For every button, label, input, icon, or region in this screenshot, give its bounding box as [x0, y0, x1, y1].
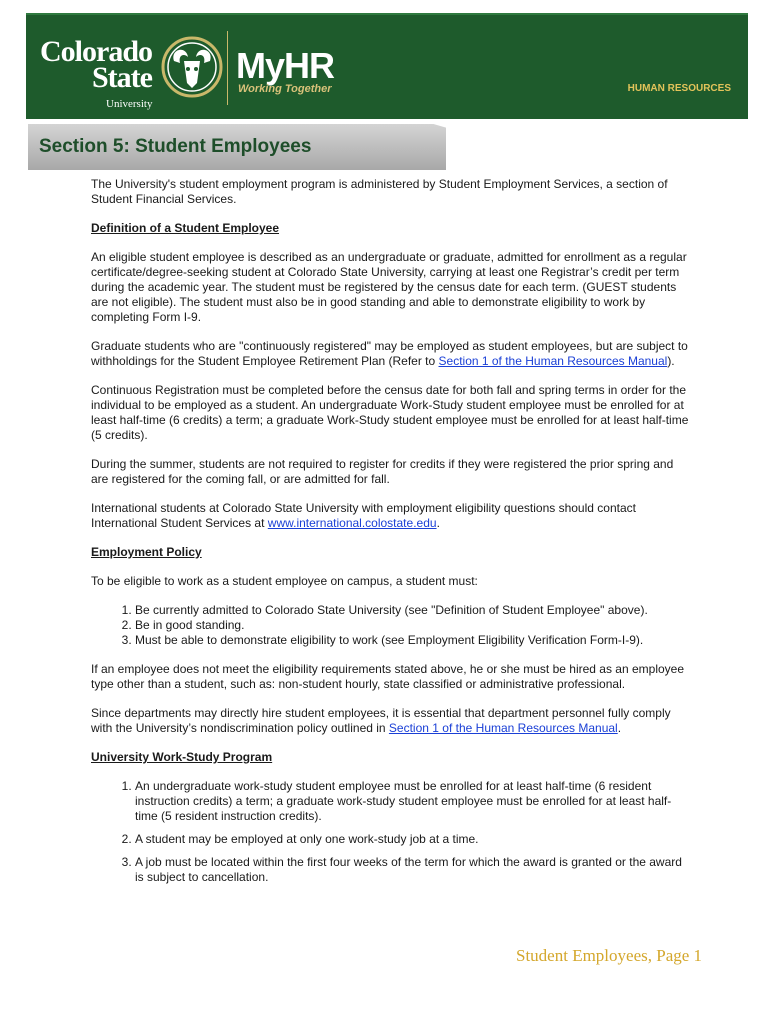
- definition-paragraph-4: During the summer, students are not required to register for credits if they were registered the prior spring and are registered for the coming fall, or are admitted for fall.: [91, 457, 674, 486]
- definition-paragraph-2: [91, 339, 691, 369]
- text-span: ).: [667, 354, 675, 368]
- definition-paragraph-1: An eligible student employee is described as an undergraduate or graduate, admitted for enrollment as a regular certificate/degree-seeking student at Colorado State University, carrying at least one Registrar’s credit per term during the academic year. The student must be registered by the census date for each term. (GUEST students are not eligible). The student must also be in good standing and able to demonstrate eligibility to work by completing Form I-9.: [91, 250, 687, 324]
- workstudy-heading: University Work-Study Program: [91, 750, 273, 764]
- list-item: 3. A job must be located within the first four weeks of the term for which the award is granted or the award is subject to cancellation.: [135, 855, 691, 885]
- text-span: International students at Colorado State University with employment eligibility questions should contact International Student Services at: [91, 501, 636, 530]
- text-span: Graduate students who are "continuously registered" may be employed as student employees, but are subject to withholdings for the Student Employee Retirement Plan (Refer to: [91, 339, 688, 368]
- page-footer: Student Employees, Page 1: [516, 946, 703, 965]
- list-item: 1. An undergraduate work-study student employee must be enrolled for at least half-time (6 resident instruction credits) a term; a graduate work-study student employee must be enrolled for at least half-time (5 resident instruction credits).: [135, 779, 691, 824]
- definition-heading: Definition of a Student Employee: [91, 221, 280, 235]
- header-divider: [227, 31, 228, 105]
- policy-hire-paragraph: [91, 706, 691, 736]
- logo-line-state: State: [92, 61, 152, 94]
- intro-paragraph: The University's student employment program is administered by Student Employment Services, a section of Student Financial Services.: [91, 177, 668, 206]
- list-item: 1. Be currently admitted to Colorado State University (see "Definition of Student Employee" above).: [135, 603, 691, 618]
- header-banner: [26, 13, 748, 119]
- workstudy-list: [91, 779, 691, 885]
- list-item: 2. Be in good standing.: [135, 618, 691, 633]
- policy-paragraph: If an employee does not meet the eligibility requirements stated above, he or she must be hired as an employee type other than a student, such as: non-student hourly, state classified or administrative professional.: [91, 662, 685, 691]
- text-span: .: [617, 721, 622, 735]
- text-span: .: [436, 516, 440, 530]
- logo-line-university: University: [106, 98, 153, 110]
- policy-list: [91, 603, 691, 648]
- document-body: [91, 177, 691, 899]
- hr-manual-link-2[interactable]: Section 1 of the Human Resources Manual: [388, 721, 618, 735]
- list-item: 3. Must be able to demonstrate eligibility to work (see Employment Eligibility Verification Form-I-9).: [135, 633, 691, 648]
- policy-lead: To be eligible to work as a student employee on campus, a student must:: [91, 574, 478, 588]
- international-link[interactable]: www.international.colostate.edu: [267, 516, 437, 530]
- text-span: Since departments may directly hire student employees, it is essential that department personnel fully comply with the University’s nondiscrimination policy outlined in: [91, 706, 671, 735]
- definition-paragraph-3: Continuous Registration must be completed before the census date for both fall and spring terms in order for the individual to be employed as a student. An undergraduate Work-Study student employee must be enrolled for at least half-time (6 credits) a term; a graduate Work-Study student employee must be enrolled for at least half-time (5 credits).: [91, 383, 689, 442]
- myhr-title: MyHR: [236, 45, 335, 86]
- hr-manual-link[interactable]: Section 1 of the Human Resources Manual: [438, 354, 668, 368]
- department-label: HUMAN RESOURCES: [627, 83, 731, 94]
- logo-line-colorado: Colorado: [40, 35, 152, 68]
- ram-emblem-icon: [160, 31, 224, 103]
- list-item: 2. A student may be employed at only one work-study job at a time.: [135, 832, 691, 847]
- definition-paragraph-5: [91, 501, 691, 531]
- myhr-tagline: Working Together: [238, 83, 332, 95]
- section-title: Section 5: Student Employees: [39, 136, 312, 157]
- policy-heading: Employment Policy: [91, 545, 202, 559]
